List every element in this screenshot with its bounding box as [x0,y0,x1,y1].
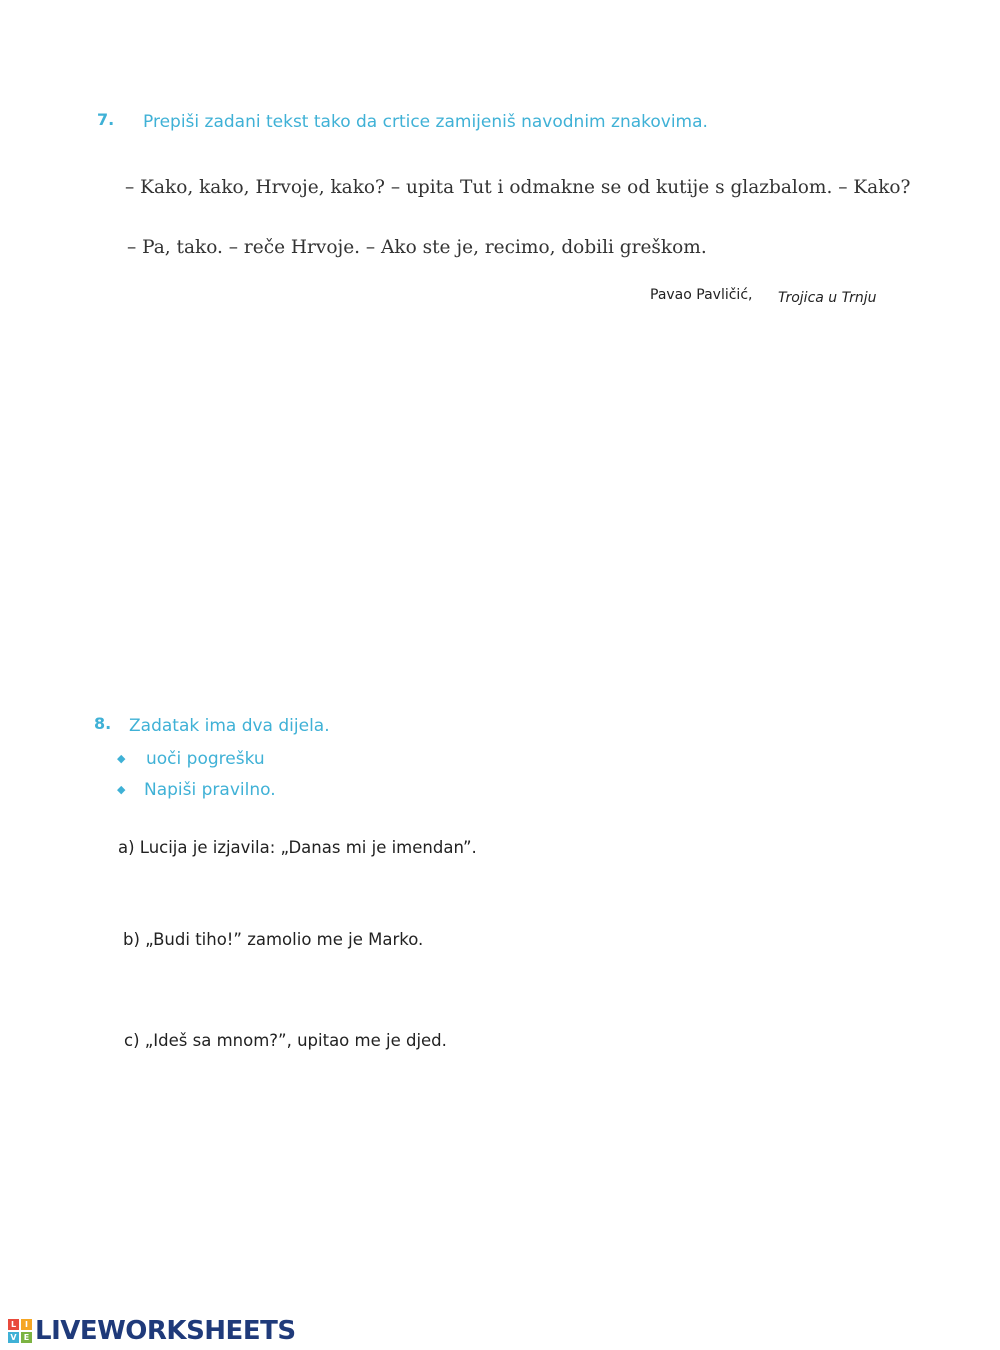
task-7-number: 7. [97,110,115,129]
quote-line-2: – Pa, tako. – reče Hrvoje. – Ako ste je, recimo, dobili greškom. [127,237,707,258]
bullet-item-2: Napiši pravilno. [144,780,276,800]
sentence-a: a) Lucija je izjavila: „Danas mi je imendan”. [118,838,477,857]
task-8-instruction: Zadatak ima dva dijela. [129,716,330,736]
quote-book-title: Trojica u Trnju [778,290,877,306]
bullet-icon: ◆ [117,784,126,796]
logo-text: LIVEWORKSHEETS [35,1316,296,1346]
task-7-instruction: Prepiši zadani tekst tako da crtice zamijeniš navodnim znakovima. [143,112,708,132]
logo-letter: L [8,1319,19,1330]
bullet-item-1: uoči pogrešku [146,749,265,769]
logo-letter: E [21,1332,32,1343]
quote-line-1: – Kako, kako, Hrvoje, kako? – upita Tut i odmakne se od kutije s glazbalom. – Kako? [125,177,911,198]
sentence-b: b) „Budi tiho!” zamolio me je Marko. [123,930,424,949]
logo-mark-icon [8,1319,32,1343]
logo-letter: V [8,1332,19,1343]
quote-author: Pavao Pavličić, [650,287,753,303]
task-8-number: 8. [94,714,112,733]
sentence-c: c) „Ideš sa mnom?”, upitao me je djed. [124,1031,447,1050]
liveworksheets-logo [8,1316,296,1346]
bullet-icon: ◆ [117,753,126,765]
logo-letter: I [21,1319,32,1330]
